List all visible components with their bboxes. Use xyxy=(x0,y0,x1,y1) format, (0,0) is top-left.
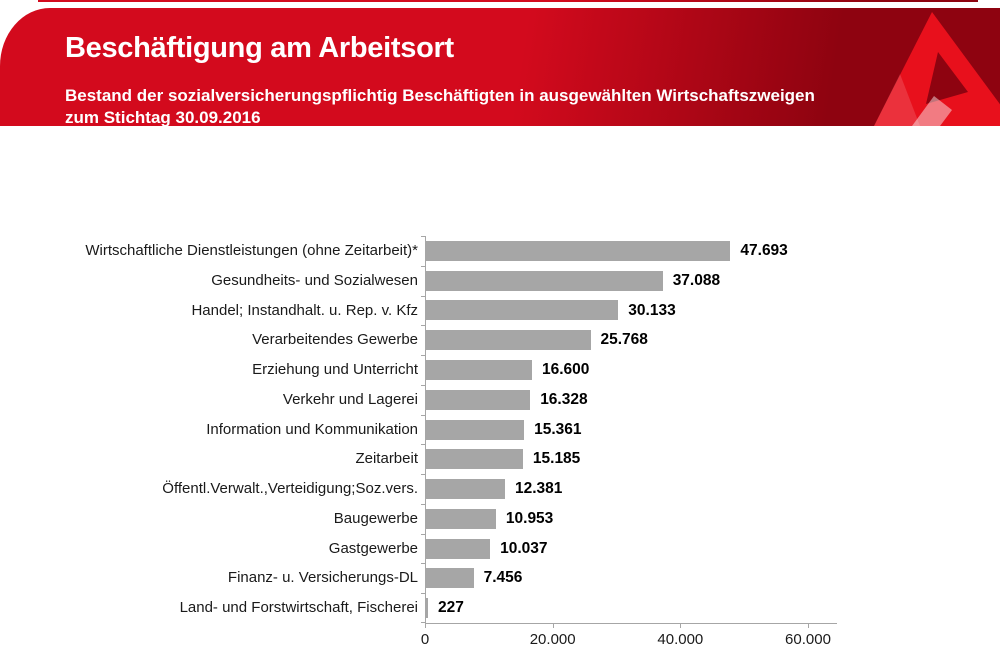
x-axis-tick xyxy=(808,623,809,628)
bar xyxy=(426,420,524,440)
y-axis-tick xyxy=(421,534,425,535)
chart-row xyxy=(0,504,1000,534)
category-label: Verkehr und Lagerei xyxy=(282,390,418,408)
chart-row xyxy=(0,236,1000,266)
chart-row xyxy=(0,355,1000,385)
y-axis-tick xyxy=(421,444,425,445)
category-label: Handel; Instandhalt. u. Rep. v. Kfz xyxy=(191,301,418,319)
value-label: 37.088 xyxy=(672,271,721,289)
bar xyxy=(426,509,496,529)
x-axis-tick-label: 60.000 xyxy=(785,631,831,648)
y-axis-tick xyxy=(421,563,425,564)
x-axis-tick xyxy=(680,623,681,628)
value-label: 7.456 xyxy=(483,569,523,587)
value-label: 25.768 xyxy=(600,331,648,349)
value-label: 15.185 xyxy=(532,450,581,468)
value-label: 16.328 xyxy=(540,390,588,408)
x-axis-tick-label: 0 xyxy=(420,631,430,648)
category-label: Information und Kommunikation xyxy=(206,420,418,438)
x-axis-tick xyxy=(553,623,554,628)
bar xyxy=(426,479,505,499)
chart-row xyxy=(0,563,1000,593)
subtitle-line-2: zum Stichtag 30.09.2016 xyxy=(65,108,261,126)
x-axis-tick-label: 40.000 xyxy=(657,631,704,648)
bar xyxy=(426,568,474,588)
value-label: 15.361 xyxy=(534,420,582,438)
category-label: Baugewerbe xyxy=(333,509,418,527)
y-axis-line xyxy=(425,236,426,623)
chart-row xyxy=(0,474,1000,504)
value-label: 10.953 xyxy=(505,509,554,527)
bar xyxy=(426,390,530,410)
bar xyxy=(426,241,730,261)
bar xyxy=(426,539,490,559)
y-axis-tick xyxy=(421,325,425,326)
value-label: 30.133 xyxy=(628,301,676,319)
bundesagentur-fuer-arbeit-logo-icon xyxy=(850,8,1000,126)
chart-row xyxy=(0,385,1000,415)
bar-chart xyxy=(0,236,1000,661)
value-label: 16.600 xyxy=(542,361,590,379)
category-label: Erziehung und Unterricht xyxy=(252,361,418,379)
chart-row xyxy=(0,266,1000,296)
category-label: Land- und Forstwirtschaft, Fischerei xyxy=(179,599,418,617)
chart-row xyxy=(0,534,1000,564)
bar xyxy=(426,598,428,618)
x-axis-tick xyxy=(425,623,426,628)
chart-row xyxy=(0,593,1000,623)
x-axis-tick-label: 20.000 xyxy=(529,631,576,648)
bar xyxy=(426,449,523,469)
y-axis-tick xyxy=(421,385,425,386)
y-axis-tick xyxy=(421,266,425,267)
value-label: 227 xyxy=(438,599,464,617)
subtitle-line-1: Bestand der sozialversicherungspflichtig Beschäftigten in ausgewählten Wirtschaftszweigen xyxy=(65,86,815,105)
category-label: Finanz- u. Versicherungs-DL xyxy=(227,569,418,587)
y-axis-tick xyxy=(421,236,425,237)
page-title: Beschäftigung am Arbeitsort xyxy=(65,32,454,64)
category-label: Gesundheits- und Sozialwesen xyxy=(211,271,418,289)
y-axis-tick xyxy=(421,474,425,475)
category-label: Öffentl.Verwalt.,Verteidigung;Soz.vers. xyxy=(162,480,418,498)
value-label: 12.381 xyxy=(515,480,563,498)
y-axis-tick xyxy=(421,296,425,297)
bar xyxy=(426,330,591,350)
bar xyxy=(426,300,618,320)
category-label: Zeitarbeit xyxy=(355,450,418,468)
x-axis-line xyxy=(425,623,837,624)
y-axis-tick xyxy=(421,593,425,594)
category-label: Wirtschaftliche Dienstleistungen (ohne Zeitarbeit)* xyxy=(85,242,418,259)
chart-row xyxy=(0,444,1000,474)
y-axis-tick xyxy=(421,355,425,356)
top-accent-strip xyxy=(38,0,978,2)
bar xyxy=(426,271,663,291)
category-label: Verarbeitendes Gewerbe xyxy=(252,331,418,349)
y-axis-tick xyxy=(421,504,425,505)
category-label: Gastgewerbe xyxy=(328,539,418,557)
chart-row xyxy=(0,415,1000,445)
chart-row xyxy=(0,296,1000,326)
header-banner xyxy=(0,8,1000,126)
bar xyxy=(426,360,532,380)
y-axis-tick xyxy=(421,415,425,416)
chart-row xyxy=(0,325,1000,355)
page-subtitle xyxy=(65,85,815,126)
value-label: 47.693 xyxy=(740,242,788,259)
value-label: 10.037 xyxy=(500,539,548,557)
